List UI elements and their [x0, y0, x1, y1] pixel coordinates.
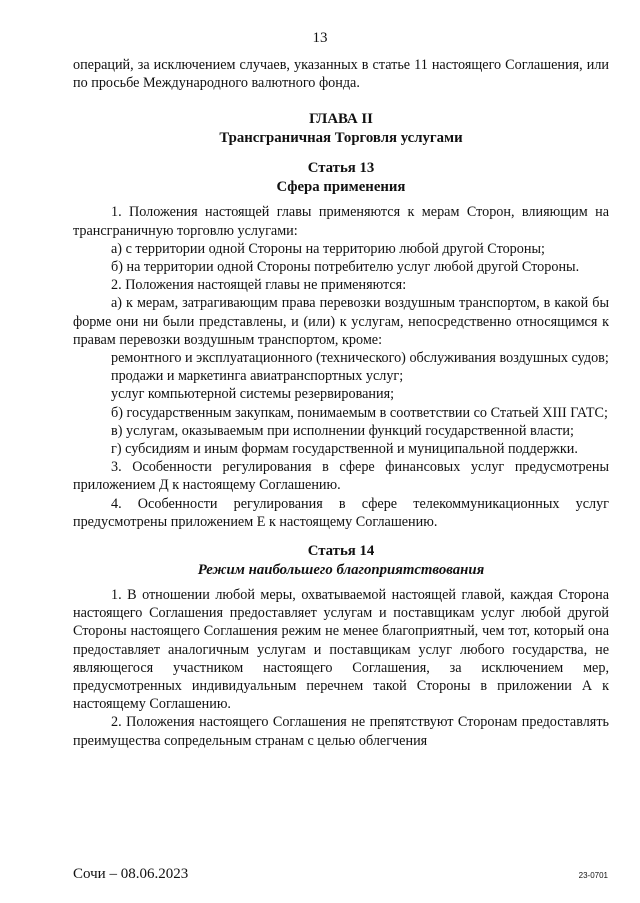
- article-14-subtitle: Режим наибольшего благоприятствования: [197, 562, 485, 579]
- article-13-paragraph: услуг компьютерной системы резервирования;: [111, 386, 395, 403]
- article-13-paragraph: а) к мерам, затрагивающим права перевозки воздушным транспортом, в какой бы форме они ни были представлены, и (или) к услугам, непосредственно относящимся к правам перевозки воздушным транспортом, кроме:: [73, 295, 609, 348]
- footer-document-code: 23-0701: [578, 871, 608, 880]
- chapter-subtitle: Трансграничная Торговля услугами: [219, 130, 463, 147]
- article-13-paragraph: 2. Положения настоящей главы не применяются:: [111, 277, 407, 294]
- document-body: [73, 56, 609, 750]
- article-13-paragraph: б) государственным закупкам, понимаемым в соответствии со Статьей XIII ГАТС;: [111, 404, 608, 421]
- article-13-paragraph: 1. Положения настоящей главы применяются к мерам Сторон, влияющим на трансграничную торговлю услугами:: [73, 204, 609, 239]
- article-13-paragraph: 4. Особенности регулирования в сфере телекоммуникационных услуг предусмотрены приложением Е к настоящему Соглашению.: [73, 495, 609, 530]
- article-13-paragraph: в) услугам, оказываемым при исполнении функций государственной власти;: [111, 422, 574, 439]
- footer-place-date: Сочи – 08.06.2023: [73, 866, 189, 882]
- article-13-paragraph: б) на территории одной Стороны потребителю услуг любой другой Стороны.: [111, 259, 580, 276]
- page-number: 13: [312, 30, 328, 46]
- article-14-paragraph: 2. Положения настоящего Соглашения не препятствуют Сторонам предоставлять преимущества сопредельным странам с целью облегчения: [73, 714, 609, 749]
- article-13-paragraph: ремонтного и эксплуатационного (технического) обслуживания воздушных судов;: [111, 350, 609, 367]
- article-14-paragraph: 1. В отношении любой меры, охватываемой настоящей главой, каждая Сторона настоящего Соглашения предоставляет услугам и поставщикам услуг любой другой Стороны настоящего Соглашения режим не менее благоприятный, чем тот, который она предоставляет аналогичным услугам и поставщикам услуг любого государства, не являющегося участником настоящего Соглашения, за исключением мер, предусмотренных индивидуальным перечнем такой Стороны в приложении А к настоящему Соглашению.: [73, 587, 609, 713]
- article-13-paragraph: г) субсидиям и иным формам государственной и муниципальной поддержки.: [111, 441, 578, 458]
- article-13-paragraph: а) с территории одной Стороны на территорию любой другой Стороны;: [111, 240, 545, 257]
- article-14-title: Статья 14: [307, 543, 375, 560]
- chapter-title: ГЛАВА II: [309, 111, 373, 128]
- article-13-title: Статья 13: [307, 160, 375, 177]
- article-13-subtitle: Сфера применения: [276, 179, 406, 196]
- article-13-paragraph: продажи и маркетинга авиатранспортных услуг;: [111, 368, 404, 385]
- article-13-paragraph: 3. Особенности регулирования в сфере финансовых услуг предусмотрены приложением Д к настоящему Соглашению.: [73, 459, 609, 494]
- intro-paragraph: операций, за исключением случаев, указанных в статье 11 настоящего Соглашения, или по просьбе Международного валютного фонда.: [73, 57, 609, 92]
